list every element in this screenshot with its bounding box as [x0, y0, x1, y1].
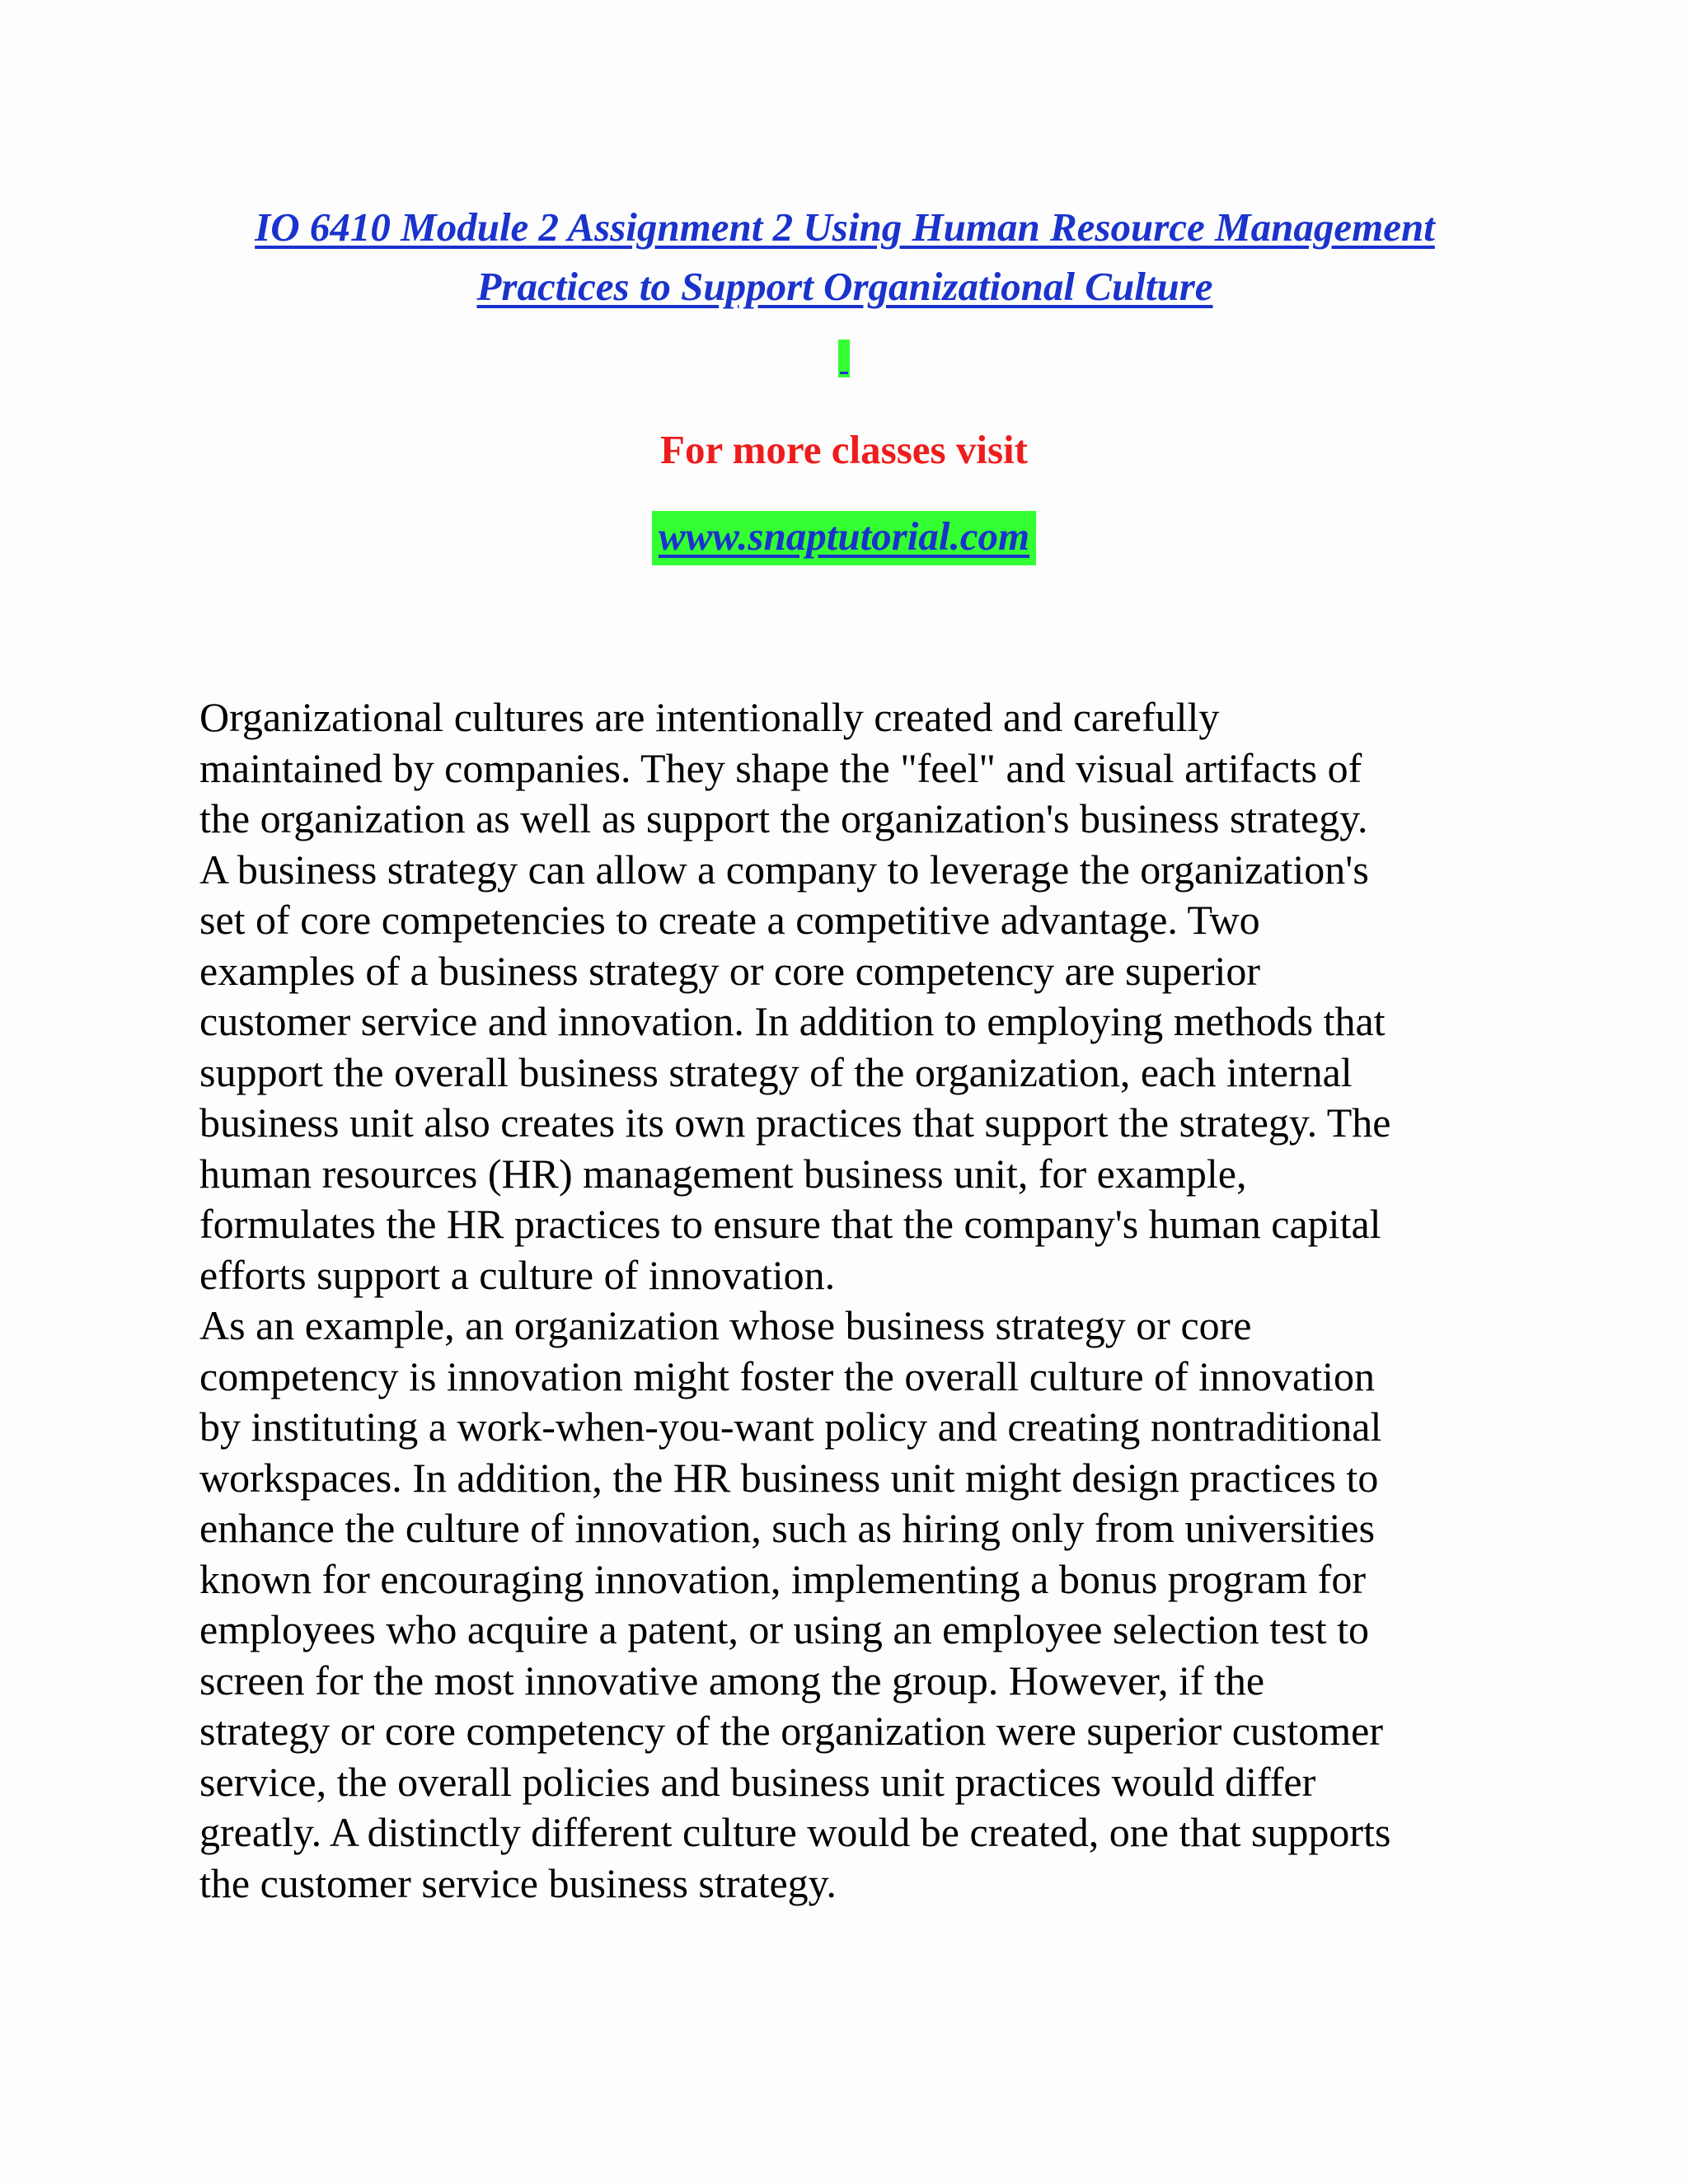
- paragraph-line: human resources (HR) management business unit, for example,: [199, 1150, 1247, 1197]
- paragraph-line: greatly. A distinctly different culture would be created, one that supports: [199, 1809, 1391, 1855]
- body-text: [199, 692, 1535, 1909]
- paragraph-line: service, the overall policies and business unit practices would differ: [199, 1758, 1316, 1805]
- paragraph-line: Organizational cultures are intentionally created and carefully: [199, 694, 1220, 740]
- paragraph-line: known for encouraging innovation, implementing a bonus program for: [199, 1555, 1366, 1602]
- paragraph-line: set of core competencies to create a competitive advantage. Two: [199, 897, 1260, 943]
- paragraph-line: As an example, an organization whose business strategy or core: [199, 1302, 1252, 1348]
- paragraph-line: support the overall business strategy of the organization, each internal: [199, 1048, 1353, 1095]
- paragraph-1: [199, 692, 1535, 1301]
- paragraph-line: screen for the most innovative among the group. However, if the: [199, 1657, 1265, 1704]
- paragraph-line: the customer service business strategy.: [199, 1859, 837, 1906]
- promo-text: For more classes visit: [660, 427, 1028, 472]
- paragraph-2: [199, 1301, 1535, 1909]
- highlight-marker: [838, 340, 850, 377]
- paragraph-line: strategy or core competency of the organization were superior customer: [199, 1708, 1384, 1754]
- paragraph-line: maintained by companies. They shape the "feel" and visual artifacts of: [199, 744, 1362, 791]
- paragraph-line: enhance the culture of innovation, such as hiring only from universities: [199, 1505, 1376, 1551]
- paragraph-line: customer service and innovation. In addition to employing methods that: [199, 998, 1386, 1044]
- paragraph-line: competency is innovation might foster the overall culture of innovation: [199, 1352, 1376, 1399]
- site-link-container: [0, 511, 1688, 565]
- paragraph-line: workspaces. In addition, the HR business unit might design practices to: [199, 1454, 1379, 1501]
- title-line-2[interactable]: Practices to Support Organizational Culture: [476, 264, 1213, 309]
- paragraph-line: formulates the HR practices to ensure that the company's human capital: [199, 1201, 1381, 1247]
- site-link[interactable]: www.snaptutorial.com: [652, 511, 1036, 565]
- document-title-link[interactable]: [165, 198, 1525, 316]
- paragraph-line: A business strategy can allow a company to leverage the organization's: [199, 846, 1369, 893]
- paragraph-line: the organization as well as support the organization's business strategy.: [199, 795, 1368, 841]
- paragraph-line: efforts support a culture of innovation.: [199, 1251, 836, 1298]
- title-line-1[interactable]: IO 6410 Module 2 Assignment 2 Using Human Resource Management: [255, 204, 1435, 250]
- paragraph-line: by instituting a work-when-you-want policy and creating nontraditional: [199, 1404, 1382, 1450]
- paragraph-line: business unit also creates its own practices that support the strategy. The: [199, 1099, 1391, 1146]
- paragraph-line: employees who acquire a patent, or using an employee selection test to: [199, 1606, 1369, 1652]
- paragraph-line: examples of a business strategy or core competency are superior: [199, 947, 1261, 994]
